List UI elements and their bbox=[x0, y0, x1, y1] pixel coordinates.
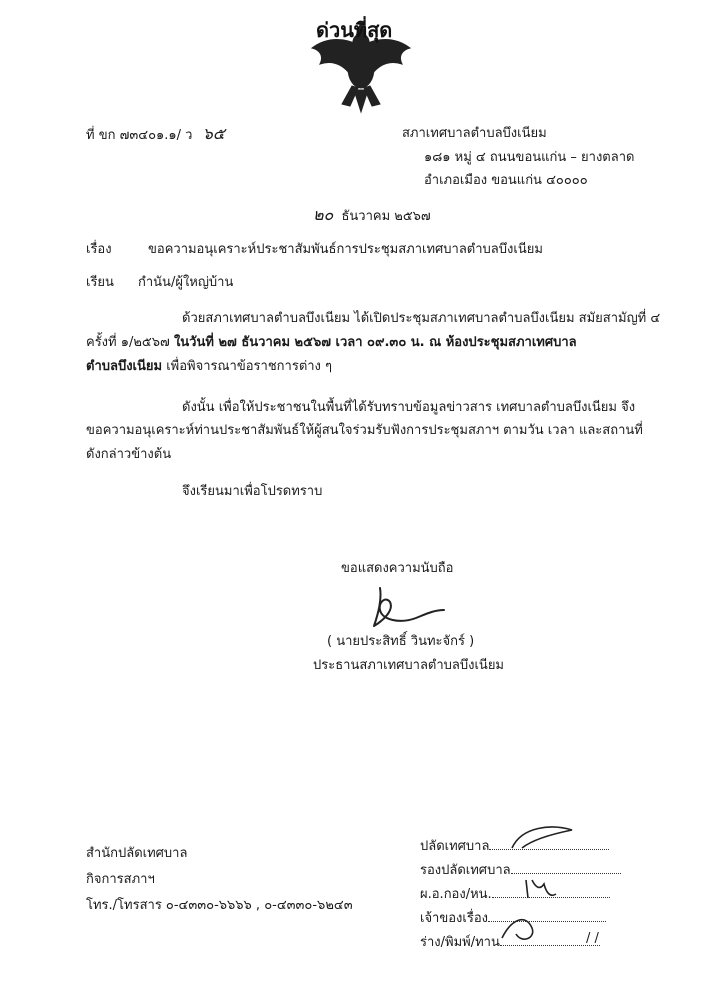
closing-request: จึงเรียนมาเพื่อโปรดทราบ bbox=[182, 484, 323, 499]
handwritten-initials bbox=[492, 818, 612, 962]
garuda-emblem bbox=[306, 8, 416, 116]
body-p2-line1: ดังนั้น เพื่อให้ประชาชนในพื้นที่ได้รับทราบข้อมูลข่าวสาร เทศบาลตำบลบึงเนียม จึง bbox=[182, 400, 636, 415]
body-p2-line2: ขอความอนุเคราะห์ท่านประชาสัมพันธ์ให้ผู้สนใจร่วมรับฟังการประชุมสภาฯ ตามวัน เวลา และสถานที่ bbox=[86, 423, 643, 438]
body-p1-line2-datetime: ในวันที่ ๒๗ ธันวาคม ๒๕๖๗ เวลา ๐๙.๓๐ น. ณ ห้องประชุมสภาเทศบาล bbox=[173, 335, 577, 350]
subject-text: ขอความอนุเคราะห์ประชาสัมพันธ์การประชุมสภาเทศบาลตำบลบึงเนียม bbox=[148, 242, 543, 257]
body-p1-line3 bbox=[86, 358, 332, 375]
body-p1-line3-venue: ตำบลบึงเนียม bbox=[86, 359, 163, 374]
footer-phone: โทร./โทรสาร ๐-๔๓๓๐-๖๖๖๖ , ๐-๔๓๓๐-๖๒๔๓ bbox=[86, 898, 353, 913]
subject-label: เรื่อง bbox=[86, 242, 112, 257]
ref-handwritten: ๖๕ bbox=[202, 124, 225, 143]
reference-number bbox=[86, 125, 225, 144]
signatory-name: ( นายประสิทธิ์ วินทะจักร์ ) bbox=[327, 634, 475, 649]
body-p1-line2 bbox=[86, 334, 577, 351]
body-p2-line3: ดังกล่าวข้างต้น bbox=[86, 447, 172, 462]
sender-line-1: สภาเทศบาลตำบลบึงเนียม bbox=[402, 126, 547, 141]
signatory-position: ประธานสภาเทศบาลตำบลบึงเนียม bbox=[313, 658, 505, 673]
body-p1-line3-purpose: เพื่อพิจารณาข้อราชการต่าง ๆ bbox=[162, 359, 333, 374]
date-handwritten: ๒๐ bbox=[313, 205, 334, 224]
body-p1-line2-session: ครั้งที่ ๑/๒๕๖๗ bbox=[86, 335, 174, 350]
routing-label: เจ้าของเรื่อง bbox=[420, 911, 488, 926]
closing-regards: ขอแสดงความนับถือ bbox=[341, 561, 454, 576]
sender-line-2: ๑๘๑ หมู่ ๔ ถนนขอนแก่น – ยางตลาด bbox=[424, 150, 635, 165]
footer-office: สำนักปลัดเทศบาล bbox=[86, 846, 188, 861]
date-month-year: ธันวาคม ๒๕๖๗ bbox=[341, 209, 431, 224]
routing-label: ปลัดเทศบาล bbox=[420, 839, 490, 854]
recipient-label: เรียน bbox=[86, 275, 114, 290]
routing-label: รองปลัดเทศบาล bbox=[420, 863, 511, 878]
recipient-text: กำนัน/ผู้ใหญ่บ้าน bbox=[138, 275, 234, 290]
routing-label: ร่าง/พิมพ์/ทาน bbox=[420, 935, 500, 950]
routing-label: ผ.อ.กอง/หน. bbox=[420, 887, 492, 902]
body-p1-line1: ด้วยสภาเทศบาลตำบลบึงเนียม ได้เปิดประชุมสภาเทศบาลตำบลบึงเนียม สมัยสามัญที่ ๔ bbox=[182, 311, 661, 326]
urgent-stamp: ด่วนที่สุด bbox=[316, 18, 393, 42]
routing-date-marks: / / bbox=[586, 931, 599, 946]
ref-no-text: ที่ ขก ๗๓๔๐๑.๑/ ว bbox=[86, 128, 193, 143]
document-date bbox=[313, 206, 431, 225]
sender-line-3: อำเภอเมือง ขอนแก่น ๔๐๐๐๐ bbox=[424, 173, 588, 188]
footer-section: กิจการสภาฯ bbox=[86, 872, 155, 887]
